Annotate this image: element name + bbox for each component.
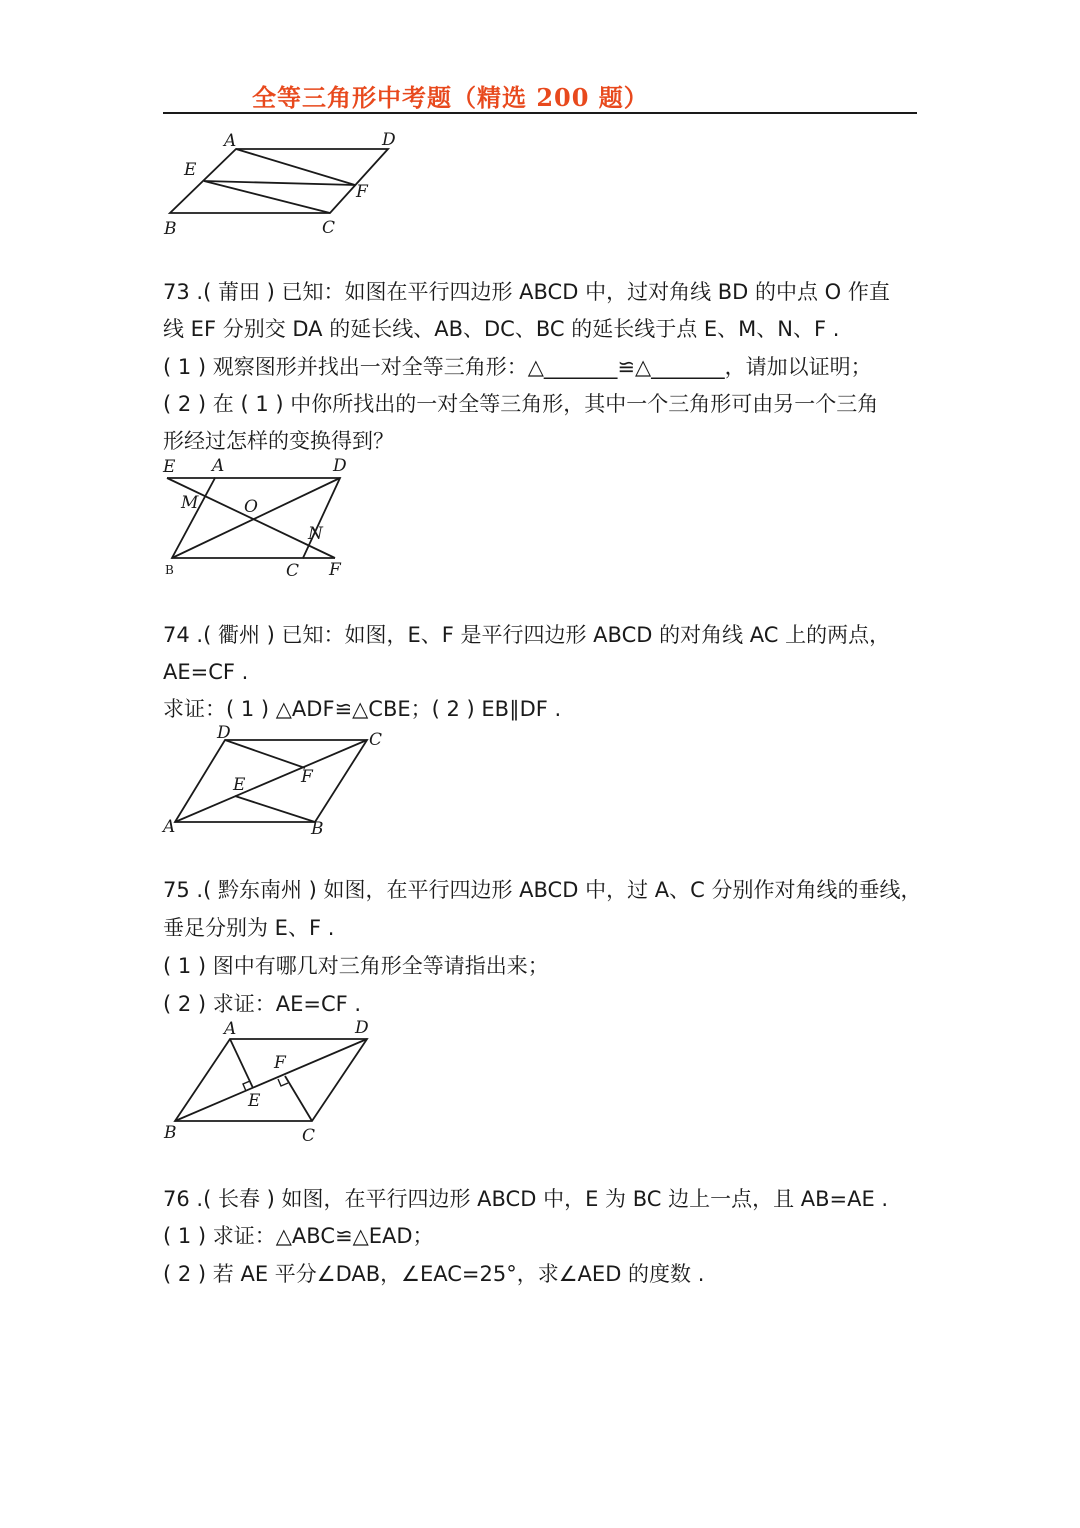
figure-73-parallelogram xyxy=(155,452,365,582)
label-b: B xyxy=(164,1123,177,1143)
label-m: M xyxy=(181,493,199,513)
figure-74-parallelogram xyxy=(155,720,390,840)
header-divider xyxy=(163,112,917,114)
parallelogram-abcd xyxy=(170,149,388,213)
label-c: C xyxy=(302,1126,316,1146)
label-f: F xyxy=(301,767,313,787)
label-e: E xyxy=(248,1091,261,1111)
label-f: F xyxy=(329,560,341,580)
label-c: C xyxy=(286,561,300,581)
label-a: A xyxy=(212,456,225,476)
segment-af xyxy=(236,149,355,185)
problem-73-line-1: 73 .( 莆田 ) 已知：如图在平行四边形 ABCD 中，过对角线 BD 的中点 O 作直 xyxy=(163,280,890,304)
label-n: N xyxy=(308,524,323,544)
label-b: B xyxy=(311,819,324,839)
label-e: E xyxy=(163,457,176,477)
label-c: C xyxy=(369,730,383,750)
figure-75-parallelogram xyxy=(155,1015,385,1150)
problem-74-line-3: 求证：( 1 ) △ADF≌△CBE；( 2 ) EB∥DF . xyxy=(163,697,562,721)
problem-75-line-1: 75 .( 黔东南州 ) 如图，在平行四边形 ABCD 中，过 A、C 分别作对角线的垂线， xyxy=(163,878,922,902)
problem-75-line-2: 垂足分别为 E、F . xyxy=(163,916,335,940)
line-ef xyxy=(167,478,335,558)
problem-74-line-2: AE=CF . xyxy=(163,660,249,684)
problem-74-line-1: 74 .( 衢州 ) 已知：如图，E、F 是平行四边形 ABCD 的对角线 AC 上的两点， xyxy=(163,623,891,647)
segment-ef xyxy=(204,181,355,185)
label-c: C xyxy=(322,218,336,238)
problem-73-line-3: ( 1 ) 观察图形并找出一对全等三角形：△_______≌△_______，请加以证明； xyxy=(163,355,872,379)
perpendicular-cf xyxy=(285,1076,312,1121)
segment-de xyxy=(225,740,305,768)
problem-76-line-3: ( 2 ) 若 AE 平分∠DAB，∠EAC=25°，求∠AED 的度数 . xyxy=(163,1262,705,1286)
label-b: B xyxy=(165,563,174,577)
label-a: A xyxy=(224,131,237,151)
figure-72-parallelogram xyxy=(150,125,410,240)
problem-76-line-1: 76 .( 长春 ) 如图，在平行四边形 ABCD 中，E 为 BC 边上一点，且 AB=AE . xyxy=(163,1187,889,1211)
page-title: 全等三角形中考题（精选 200 题） xyxy=(252,83,649,112)
label-d: D xyxy=(382,130,396,150)
problem-73-line-2: 线 EF 分别交 DA 的延长线、AB、DC、BC 的延长线于点 E、M、N、F . xyxy=(163,317,840,341)
label-f: F xyxy=(356,182,368,202)
label-a: A xyxy=(163,817,176,837)
label-o: O xyxy=(244,497,258,517)
label-e: E xyxy=(233,775,246,795)
segment-ec xyxy=(204,181,330,213)
problem-76-line-2: ( 1 ) 求证：△ABC≌△EAD； xyxy=(163,1224,434,1248)
problem-75-line-3: ( 1 ) 图中有哪几对三角形全等请指出来； xyxy=(163,954,549,978)
label-d: D xyxy=(355,1018,369,1038)
label-a: A xyxy=(224,1019,237,1039)
problem-75-line-4: ( 2 ) 求证：AE=CF . xyxy=(163,992,362,1016)
label-f: F xyxy=(274,1053,286,1073)
label-d: D xyxy=(217,723,231,743)
diagonal-ac xyxy=(175,740,367,822)
segment-bf xyxy=(235,796,315,822)
problem-73-line-4: ( 2 ) 在 ( 1 ) 中你所找出的一对全等三角形，其中一个三角形可由另一个三角 xyxy=(163,392,879,416)
diagonal-bd xyxy=(172,478,340,558)
label-d: D xyxy=(333,456,347,476)
problem-73-line-5: 形经过怎样的变换得到？ xyxy=(163,429,394,453)
label-e: E xyxy=(184,160,197,180)
label-b: B xyxy=(164,219,177,239)
diagonal-bd xyxy=(175,1039,367,1121)
